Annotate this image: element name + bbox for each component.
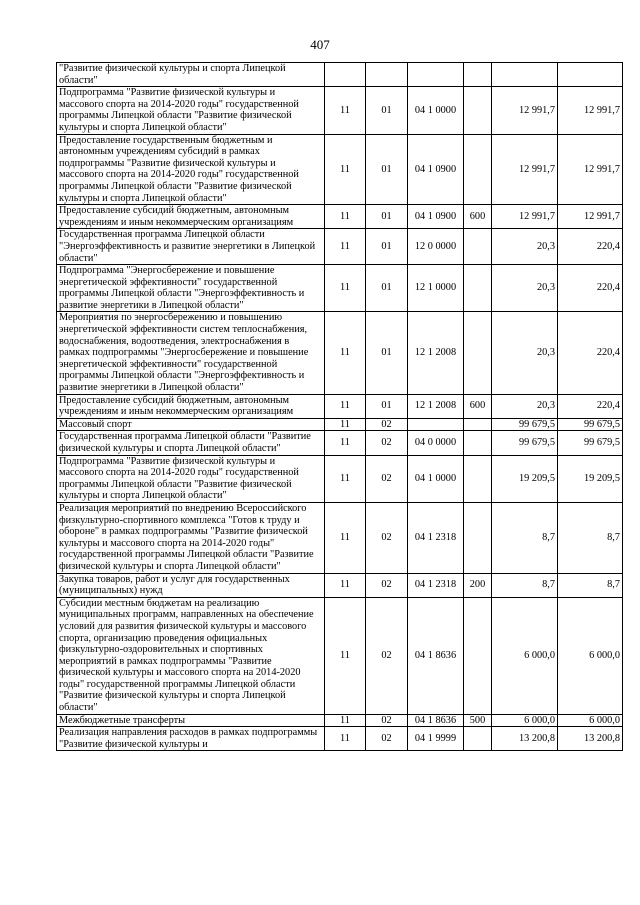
- row-section-cell: 11: [325, 431, 366, 455]
- row-target-article-cell: 04 1 8636: [408, 597, 464, 714]
- row-subsection-cell: 01: [366, 394, 408, 418]
- table-row: [57, 714, 623, 727]
- row-expense-type-cell: [464, 727, 492, 751]
- row-expense-type-cell: [464, 431, 492, 455]
- row-name-cell: Государственная программа Липецкой области "Развитие физической культуры и спорта Липецкой области": [57, 431, 325, 455]
- table-row: [57, 597, 623, 714]
- row-expense-type-cell: 600: [464, 205, 492, 229]
- row-section-cell: [325, 63, 366, 87]
- row-target-article-cell: 04 1 0900: [408, 205, 464, 229]
- table-row: [57, 87, 623, 134]
- row-amount-2-cell: [558, 63, 623, 87]
- row-section-cell: 11: [325, 573, 366, 597]
- row-name-cell: Предоставление государственным бюджетным и автономным учреждениям субсидий в рамках подпрограммы "Развитие физической культуры и массового спорта на 2014-2020 годы" государственной программы Липецкой области "Развитие физической культуры и спорта Липецкой области": [57, 134, 325, 205]
- row-target-article-cell: 04 1 9999: [408, 727, 464, 751]
- row-target-article-cell: 04 1 8636: [408, 714, 464, 727]
- row-amount-1-cell: 19 209,5: [492, 455, 558, 502]
- row-name-cell: Реализация направления расходов в рамках подпрограммы "Развитие физической культуры и: [57, 727, 325, 751]
- row-name-cell: Подпрограмма "Энергосбережение и повышение энергетической эффективности" государственной программы Липецкой области "Энергоэффективность и развитие энергетики в Липецкой области": [57, 265, 325, 312]
- row-expense-type-cell: 200: [464, 573, 492, 597]
- row-amount-2-cell: 220,4: [558, 229, 623, 265]
- row-section-cell: 11: [325, 394, 366, 418]
- row-target-article-cell: [408, 418, 464, 431]
- row-name-cell: Субсидии местным бюджетам на реализацию муниципальных программ, направленных на обеспечение условий для развития физической культуры и массового спорта, организацию проведения официальных физкультурно-оздоровительных и спортивных мероприятий в рамках подпрограммы "Развитие физической культуры и массового спорта на 2014-2020 годы" государственной программы Липецкой области "Развитие физической культуры и спорта Липецкой области": [57, 597, 325, 714]
- row-amount-1-cell: 99 679,5: [492, 418, 558, 431]
- row-target-article-cell: 12 1 0000: [408, 265, 464, 312]
- row-section-cell: 11: [325, 418, 366, 431]
- row-name-cell: Предоставление субсидий бюджетным, автономным учреждениям и иным некоммерческим организациям: [57, 394, 325, 418]
- row-name-cell: Мероприятия по энергосбережению и повышению энергетической эффективности систем теплоснабжения, водоснабжения, водоотведения, электроснабжения в рамках подпрограммы "Энергосбережение и повышение энергетической эффективности" государственной программы Липецкой области "Энергоэффективность и развитие энергетики в Липецкой области": [57, 312, 325, 394]
- row-amount-2-cell: 8,7: [558, 573, 623, 597]
- row-expense-type-cell: [464, 265, 492, 312]
- row-section-cell: 11: [325, 455, 366, 502]
- row-amount-2-cell: 12 991,7: [558, 87, 623, 134]
- table-row: [57, 265, 623, 312]
- row-subsection-cell: 01: [366, 134, 408, 205]
- row-amount-2-cell: 220,4: [558, 312, 623, 394]
- budget-table-body: [57, 63, 623, 751]
- row-amount-1-cell: 20,3: [492, 229, 558, 265]
- row-amount-2-cell: 13 200,8: [558, 727, 623, 751]
- row-section-cell: 11: [325, 502, 366, 573]
- row-subsection-cell: 02: [366, 455, 408, 502]
- row-name-cell: Предоставление субсидий бюджетным, автономным учреждениям и иным некоммерческим организациям: [57, 205, 325, 229]
- row-section-cell: 11: [325, 229, 366, 265]
- row-amount-1-cell: 13 200,8: [492, 727, 558, 751]
- row-amount-1-cell: 6 000,0: [492, 714, 558, 727]
- row-subsection-cell: 01: [366, 205, 408, 229]
- row-amount-1-cell: 8,7: [492, 502, 558, 573]
- row-expense-type-cell: [464, 87, 492, 134]
- table-row: [57, 205, 623, 229]
- page-number: 407: [310, 37, 330, 52]
- row-subsection-cell: 02: [366, 418, 408, 431]
- table-row: [57, 63, 623, 87]
- row-amount-2-cell: 220,4: [558, 265, 623, 312]
- row-amount-1-cell: 12 991,7: [492, 134, 558, 205]
- row-subsection-cell: 02: [366, 714, 408, 727]
- row-section-cell: 11: [325, 312, 366, 394]
- row-amount-2-cell: 6 000,0: [558, 597, 623, 714]
- row-subsection-cell: 02: [366, 431, 408, 455]
- row-subsection-cell: 02: [366, 727, 408, 751]
- table-row: [57, 418, 623, 431]
- row-name-cell: Реализация мероприятий по внедрению Всероссийского физкультурно-спортивного комплекса "Готов к труду и обороне" в рамках подпрограммы "Развитие физической культуры и массового спорта на 2014-2020 годы" государственной программы Липецкой области "Развитие физической культуры и спорта Липецкой области": [57, 502, 325, 573]
- row-name-cell: Подпрограмма "Развитие физической культуры и массового спорта на 2014-2020 годы" государственной программы Липецкой области "Развитие физической культуры и спорта Липецкой области": [57, 455, 325, 502]
- row-name-cell: Государственная программа Липецкой области "Энергоэффективность и развитие энергетики в Липецкой области": [57, 229, 325, 265]
- row-expense-type-cell: [464, 597, 492, 714]
- row-target-article-cell: [408, 63, 464, 87]
- row-amount-2-cell: 99 679,5: [558, 418, 623, 431]
- row-subsection-cell: 02: [366, 597, 408, 714]
- row-subsection-cell: 01: [366, 87, 408, 134]
- row-subsection-cell: 01: [366, 312, 408, 394]
- row-name-cell: Массовый спорт: [57, 418, 325, 431]
- row-section-cell: 11: [325, 597, 366, 714]
- row-target-article-cell: 04 1 2318: [408, 573, 464, 597]
- row-amount-1-cell: 20,3: [492, 265, 558, 312]
- table-row: [57, 229, 623, 265]
- table-row: [57, 312, 623, 394]
- row-target-article-cell: 04 0 0000: [408, 431, 464, 455]
- row-target-article-cell: 12 0 0000: [408, 229, 464, 265]
- row-amount-2-cell: 8,7: [558, 502, 623, 573]
- row-amount-2-cell: 12 991,7: [558, 205, 623, 229]
- row-target-article-cell: 04 1 0000: [408, 455, 464, 502]
- row-amount-1-cell: 20,3: [492, 312, 558, 394]
- row-name-cell: Подпрограмма "Развитие физической культуры и массового спорта на 2014-2020 годы" государственной программы Липецкой области "Развитие физической культуры и спорта Липецкой области": [57, 87, 325, 134]
- row-amount-1-cell: 12 991,7: [492, 205, 558, 229]
- row-section-cell: 11: [325, 265, 366, 312]
- row-expense-type-cell: [464, 502, 492, 573]
- row-name-cell: "Развитие физической культуры и спорта Липецкой области": [57, 63, 325, 87]
- row-amount-1-cell: 99 679,5: [492, 431, 558, 455]
- row-subsection-cell: 02: [366, 573, 408, 597]
- row-subsection-cell: 01: [366, 229, 408, 265]
- row-subsection-cell: 02: [366, 502, 408, 573]
- row-subsection-cell: 01: [366, 265, 408, 312]
- row-subsection-cell: [366, 63, 408, 87]
- table-row: [57, 431, 623, 455]
- row-amount-1-cell: 20,3: [492, 394, 558, 418]
- row-section-cell: 11: [325, 205, 366, 229]
- table-row: [57, 727, 623, 751]
- row-amount-1-cell: [492, 63, 558, 87]
- table-row: [57, 134, 623, 205]
- row-amount-2-cell: 12 991,7: [558, 134, 623, 205]
- row-expense-type-cell: [464, 312, 492, 394]
- row-expense-type-cell: [464, 63, 492, 87]
- row-expense-type-cell: [464, 455, 492, 502]
- row-expense-type-cell: 500: [464, 714, 492, 727]
- row-expense-type-cell: 600: [464, 394, 492, 418]
- row-section-cell: 11: [325, 134, 366, 205]
- table-row: [57, 455, 623, 502]
- row-expense-type-cell: [464, 418, 492, 431]
- row-target-article-cell: 04 1 0900: [408, 134, 464, 205]
- row-expense-type-cell: [464, 229, 492, 265]
- row-section-cell: 11: [325, 727, 366, 751]
- row-amount-2-cell: 6 000,0: [558, 714, 623, 727]
- row-expense-type-cell: [464, 134, 492, 205]
- row-target-article-cell: 12 1 2008: [408, 394, 464, 418]
- row-section-cell: 11: [325, 714, 366, 727]
- row-section-cell: 11: [325, 87, 366, 134]
- row-amount-1-cell: 12 991,7: [492, 87, 558, 134]
- row-name-cell: Закупка товаров, работ и услуг для государственных (муниципальных) нужд: [57, 573, 325, 597]
- row-name-cell: Межбюджетные трансферты: [57, 714, 325, 727]
- row-target-article-cell: 04 1 2318: [408, 502, 464, 573]
- row-amount-1-cell: 6 000,0: [492, 597, 558, 714]
- row-amount-2-cell: 19 209,5: [558, 455, 623, 502]
- row-target-article-cell: 12 1 2008: [408, 312, 464, 394]
- table-row: [57, 502, 623, 573]
- row-amount-2-cell: 220,4: [558, 394, 623, 418]
- budget-table: [56, 62, 623, 751]
- table-row: [57, 573, 623, 597]
- table-row: [57, 394, 623, 418]
- row-amount-2-cell: 99 679,5: [558, 431, 623, 455]
- row-amount-1-cell: 8,7: [492, 573, 558, 597]
- row-target-article-cell: 04 1 0000: [408, 87, 464, 134]
